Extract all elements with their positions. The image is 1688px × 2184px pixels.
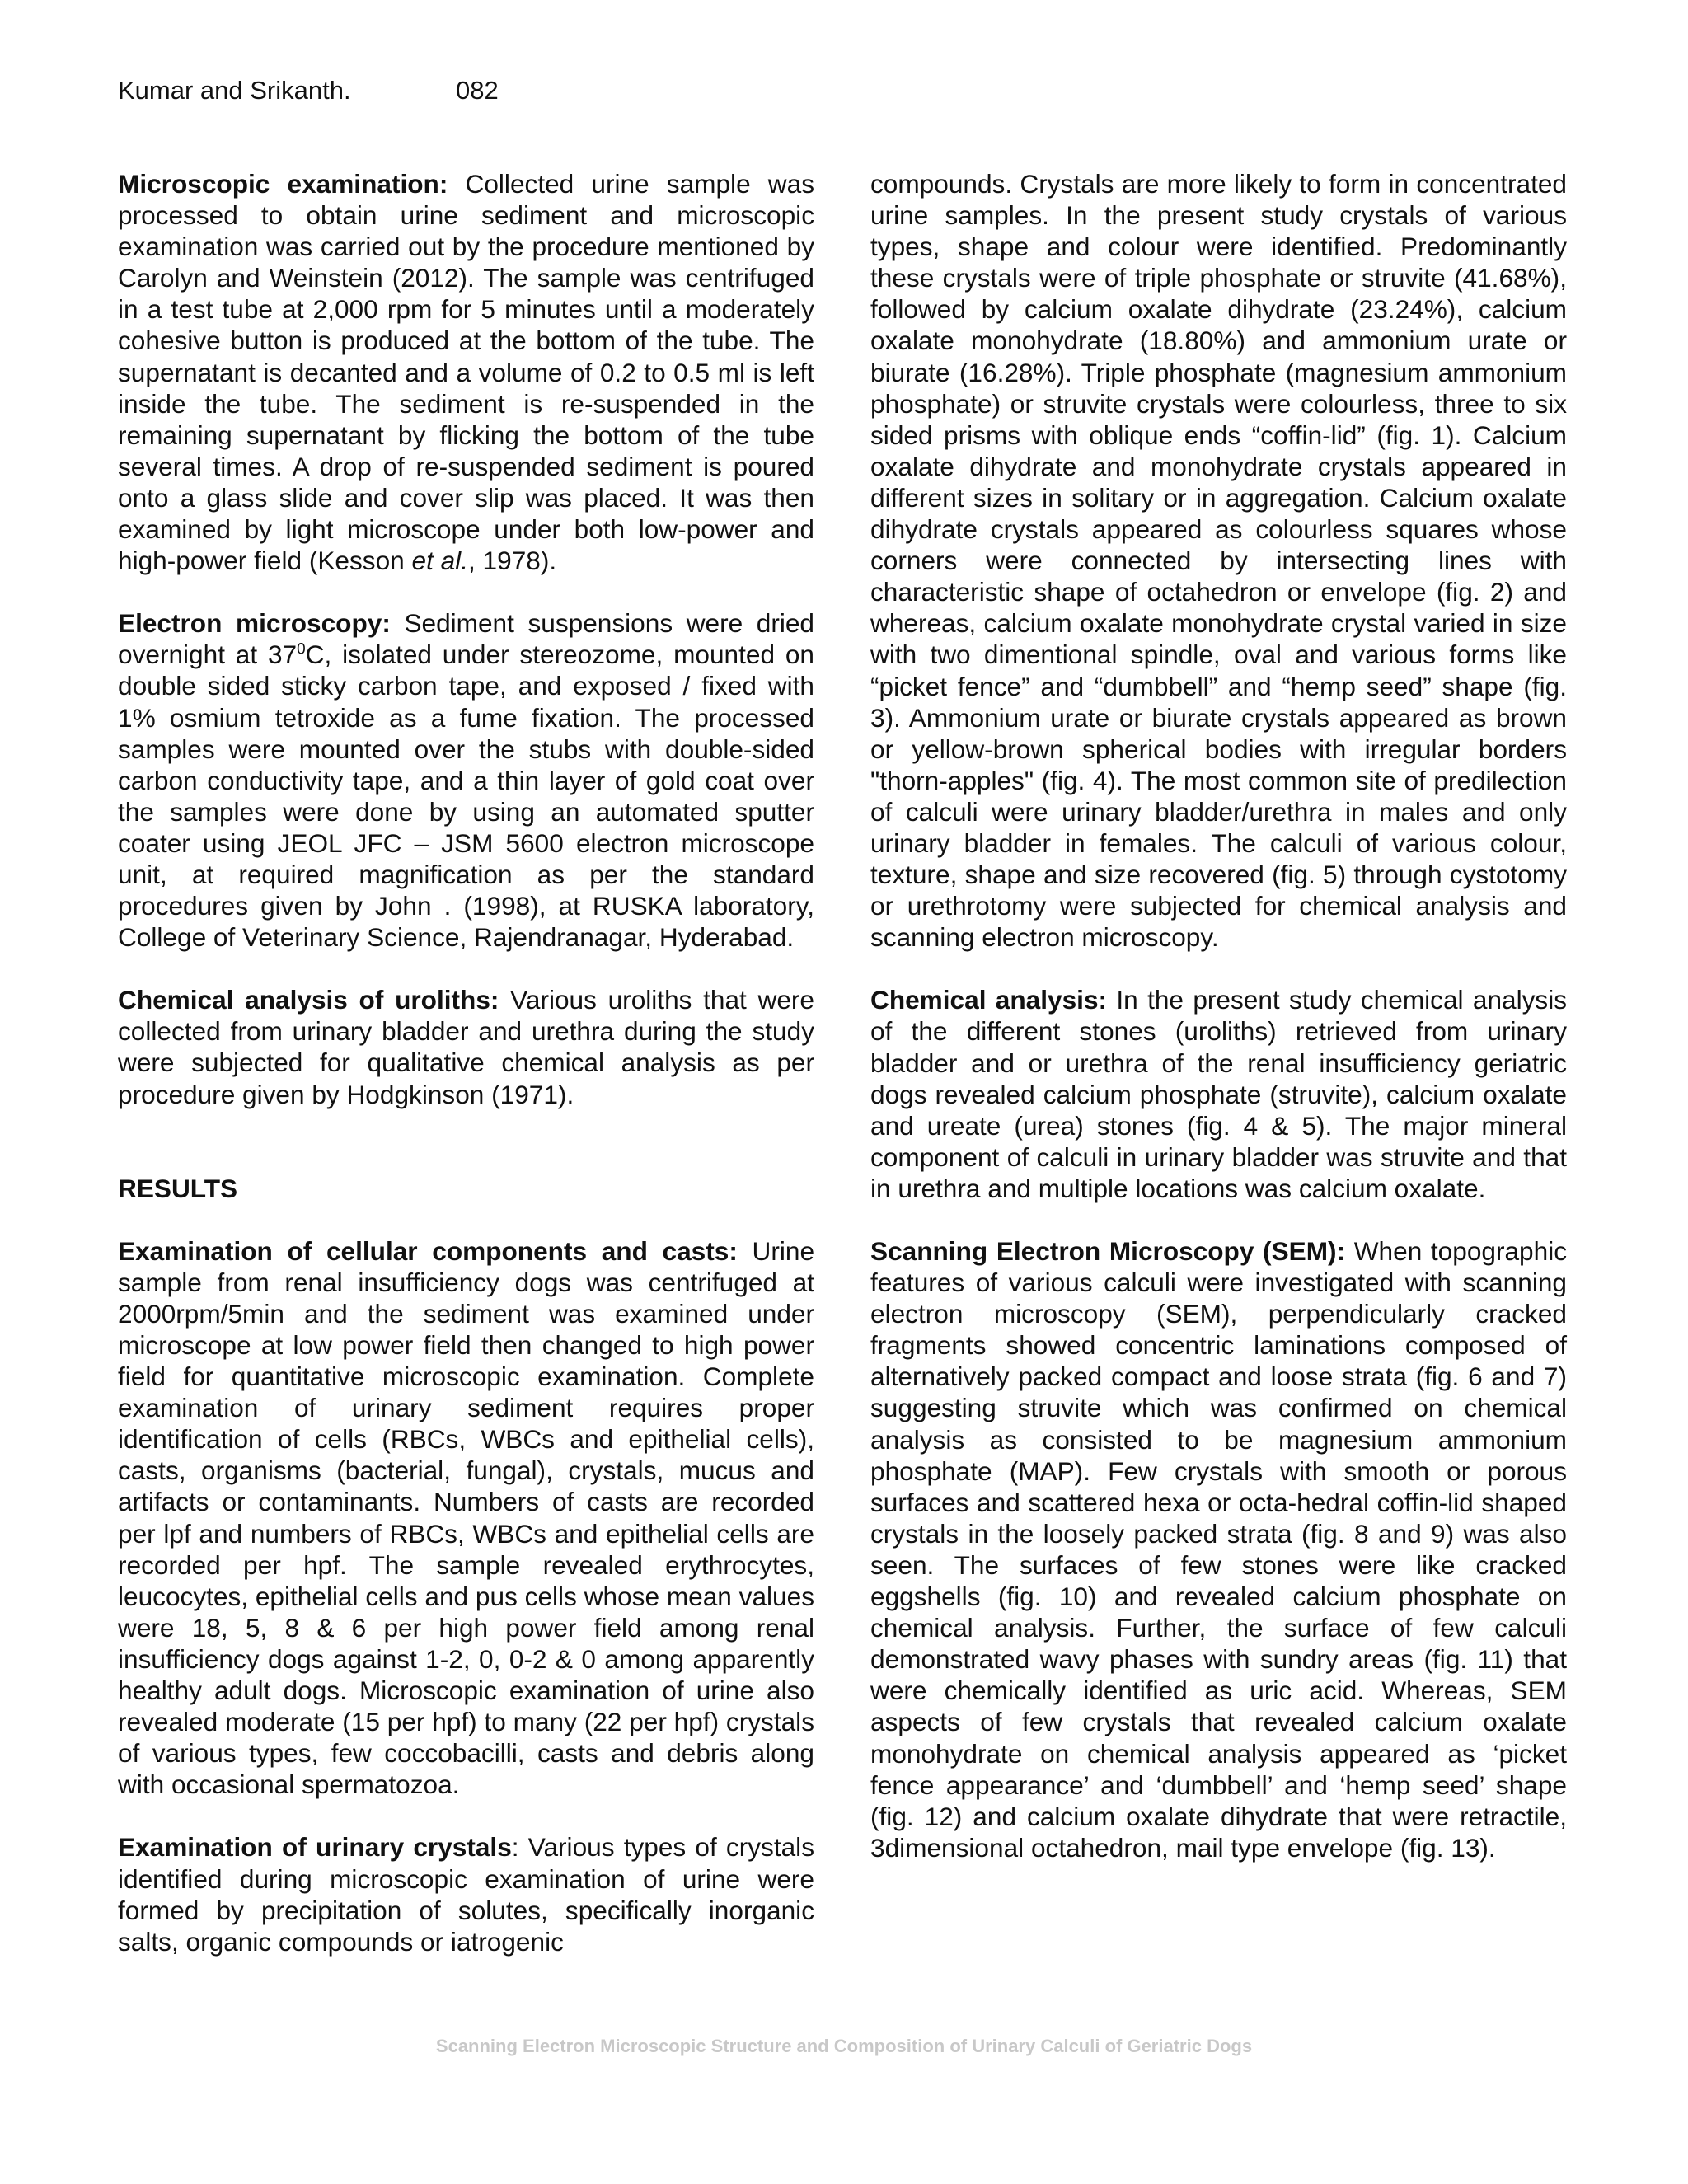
microscopic-examination-paragraph [118,168,814,576]
paragraph-text: Sediment suspensions were dried overnight at 37 [118,608,814,670]
chemical-analysis-paragraph [870,984,1567,1204]
paragraph-text: When topographic features of various calculi were investigated with scanning electron microscopy (SEM), perpendicularly cracked fragments showed concentric laminations composed of alternatively packed compact and loose strata (fig. 6 and 7) suggesting struvite which was confirmed on chemical analysis as consisted to be magnesium ammonium phosphate (MAP). Few crystals with smooth or porous surfaces and scattered hexa or octa-hedral coffin-lid shaped crystals in the loosely packed strata (fig. 8 and 9) was also seen. The surfaces of few stones were like cracked eggshells (fig. 10) and revealed calcium phosphate on chemical analysis. Further, the surface of few calculi demonstrated wavy phases with sundry areas (fig. 11) that were chemically identified as uric acid. Whereas, SEM aspects of few crystals that revealed calcium oxalate monohydrate on chemical analysis appeared as ‘picket fence appearance’ and ‘dumbbell’ and ‘hemp seed’ shape (fig. 12) and calcium oxalate dihydrate that were retractile, 3dimensional octahedron, mail type envelope (fig. 13). [870,1236,1568,1863]
paragraph-text: Collected urine sample was processed to obtain urine sediment and microscopic examination was carried out by the procedure mentioned by Carolyn and Weinstein (2012). The sample was centrifuged in a test tube at 2,000 rpm for 5 minutes until a moderately cohesive button is produced at the bottom of the tube. The supernatant is decanted and a volume of 0.2 to 0.5 ml is left inside the tube. The sediment is re-suspended in the remaining supernatant by flicking the bottom of the tube several times. A drop of re-suspended sediment is poured onto a glass slide and cover slip was placed. It was then examined by light microscope under both low-power and high-power field (Kesson [118,169,814,576]
section-heading: Microscopic examination: [118,169,448,199]
crystals-continued-paragraph: compounds. Crystals are more likely to form in concentrated urine samples. In the present study crystals of various types, shape and colour were identified. Predominantly these crystals were of triple phosphate or struvite (41.68%), followed by calcium oxalate dihydrate (23.24%), calcium oxalate monohydrate (18.80%) and ammonium urate or biurate (16.28%). Triple phosphate (magnesium ammonium phosphate) or struvite crystals were colourless, three to six sided prisms with oblique ends “coffin-lid” (fig. 1). Calcium oxalate dihydrate and monohydrate crystals appeared in different sizes in solitary or in aggregation. Calcium oxalate dihydrate crystals appeared as colourless squares whose corners were connected by intersecting lines with characteristic shape of octahedron or envelope (fig. 2) and whereas, calcium oxalate monohydrate crystal varied in size with two dimentional spindle, oval and various forms like “picket fence” and “dumbbell” and “hemp seed” shape (fig. 3). Ammonium urate or biurate crystals appeared as brown or yellow-brown spherical bodies with irregular borders "thorn-apples" (fig. 4). The most common site of predilection of calculi were urinary bladder/urethra in males and only urinary bladder in females. The calculi of various colour, texture, shape and size recovered (fig. 5) through cystotomy or urethrotomy were subjected for chemical analysis and scanning electron microscopy. [870,169,1567,953]
paragraph-text: Various uroliths that were collected from urinary bladder and urethra during the study were subjected for qualitative chemical analysis as per procedure given by Hodgkinson (1971). [118,985,815,1109]
electron-microscopy-paragraph [118,607,814,953]
chemical-analysis-uroliths-paragraph [118,984,814,1109]
paragraph-text: In the present study chemical analysis of the different stones (uroliths) retrieved from urinary bladder and or urethra of the renal insufficiency geriatric dogs revealed calcium phosphate (struvite), calcium oxalate and ureate (urea) stones (fig. 4 & 5). The major mineral component of calculi in urinary bladder was struvite and that in urethra and multiple locations was calcium oxalate. [870,985,1568,1203]
superscript: 0 [297,640,306,658]
right-column [870,168,1567,1863]
paragraph-text: C, isolated under stereozome, mounted on double sided sticky carbon tape, and exposed / fixed with 1% osmium tetroxide as a fume fixation. The processed samples were mounted over the stubs with double-sided carbon conductivity tape, and a thin layer of gold coat over the samples were done by using an automated sputter coater using JEOL JFC – JSM 5600 electron microscope unit, at required magnification as per the standard procedures given by John . (1998), at RUSKA laboratory, College of Veterinary Science, Rajendranagar, Hyderabad. [118,640,814,953]
paragraph-text: : Various types of crystals identified during microscopic examination of urine were formed by precipitation of solutes, specifically inorganic salts, organic compounds or iatrogenic [118,1832,815,1957]
citation-etal: et al. [411,546,468,576]
page-number: 082 [456,76,499,105]
section-heading: Electron microscopy: [118,608,391,639]
header-authors: Kumar and Srikanth. [118,76,351,105]
section-heading: Chemical analysis of uroliths: [118,985,499,1015]
left-column [118,168,814,1957]
citation-tail: , 1978). [468,546,557,576]
cellular-components-paragraph [118,1235,814,1801]
section-heading: Chemical analysis: [870,985,1108,1015]
section-heading: Scanning Electron Microscopy (SEM): [870,1236,1346,1266]
section-heading: Examination of urinary crystals [118,1832,512,1863]
results-heading [118,1173,814,1204]
section-heading: Examination of cellular components and casts: [118,1235,738,1266]
running-footer: Scanning Electron Microscopic Structure and Composition of Urinary Calculi of Geriatric Dogs [435,2036,1253,2056]
paragraph-text: Urine sample from renal insufficiency dogs was centrifuged at 2000rpm/5min and the sediment was examined under microscope at low power field then changed to high power field for quantitative microscopic examination. Complete examination of urinary sediment requires proper identification of cells (RBCs, WBCs and epithelial cells), casts, organisms (bacterial, fungal), crystals, mucus and artifacts or contaminants. Numbers of casts are recorded per lpf and numbers of RBCs, WBCs and epithelial cells are recorded per hpf. The sample revealed erythrocytes, leucocytes, epithelial cells and pus cells whose mean values were 18, 5, 8 & 6 per high power field among renal insufficiency dogs against 1-2, 0, 0-2 & 0 among apparently healthy adult dogs. Microscopic examination of urine also revealed moderate (15 per hpf) to many (22 per hpf) crystals of various types, few coccobacilli, casts and debris along with occasional spermatozoa. [118,1235,815,1800]
running-header [118,76,499,105]
urinary-crystals-paragraph [118,1831,814,1957]
sem-paragraph [870,1235,1567,1863]
results-heading-text: RESULTS [118,1173,238,1203]
